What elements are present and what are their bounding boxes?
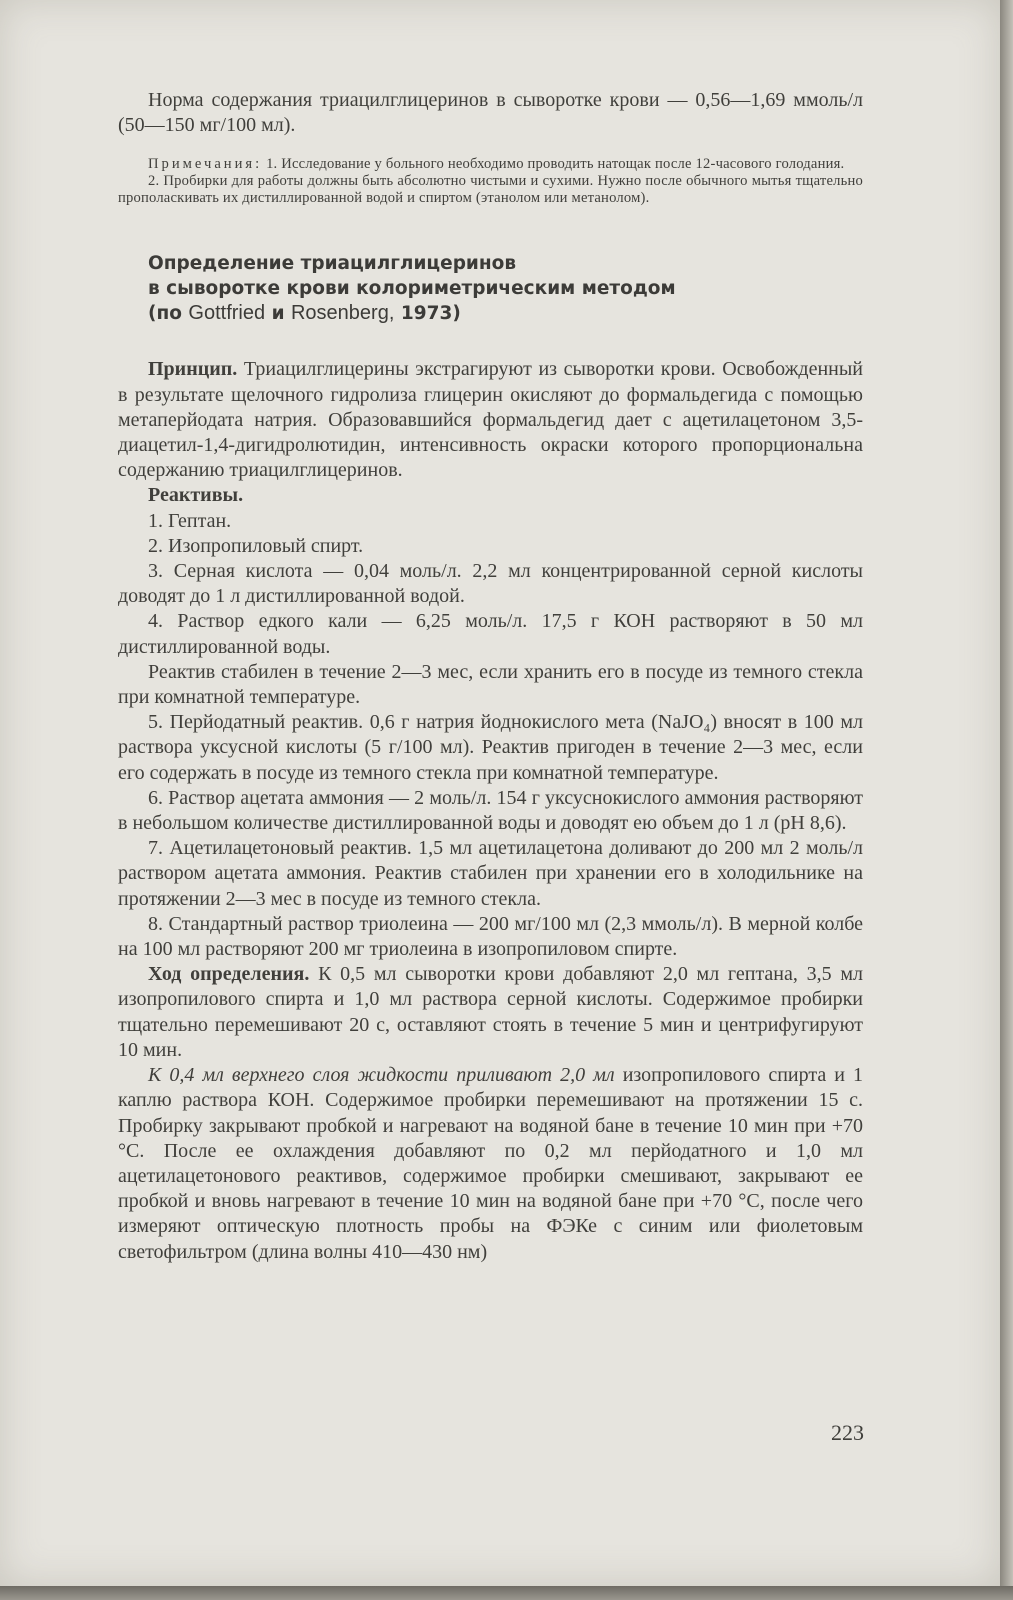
page-number: 223 — [831, 1420, 864, 1445]
norm-paragraph: Норма содержания триацилглицеринов в сыворотке крови — 0,56—1,69 ммоль/л (50—150 мг/100 мл). — [118, 89, 863, 137]
reagent-item: 3. Серная кислота — 0,04 моль/л. 2,2 мл концентрированной серной кислоты доводят до 1 л дистиллированной водой. — [118, 560, 863, 608]
reagents-label: Реактивы. — [148, 484, 244, 507]
note-2: 2. Пробирки для работы должны быть абсолютно чистыми и сухими. Нужно после обычного мытья тщательно прополаскивать их дистиллированной водой и спиртом (этанолом или метанолом). — [118, 173, 863, 207]
section-heading — [148, 251, 863, 326]
note-1-text: 1. Исследование у больного необходимо проводить натощак после 12-часового голодания. — [266, 156, 845, 173]
heading-line-3 — [148, 301, 863, 326]
heading-author-2: Rosenberg, — [290, 302, 395, 325]
heading-line-1: Определение триацилглицеринов — [148, 253, 517, 275]
reagents-list — [118, 509, 863, 963]
reagent-item: 1. Гептан. — [148, 509, 232, 532]
procedure-paragraph-2 — [118, 1063, 863, 1265]
heading-conj: и — [271, 303, 285, 325]
procedure-label: Ход определения. — [148, 963, 310, 986]
reagent-item: 7. Ацетилацетоновый реактив. 1,5 мл ацетилацетона доливают до 200 мл 2 моль/л раствором ацетата аммония. Реактив стабилен при хранении его в холодильнике на протяжении 2—3 мес в посуде из темного стекла. — [118, 837, 863, 910]
book-spine-edge — [1000, 0, 1013, 1600]
procedure-text-1: К 0,5 мл сыворотки крови добавляют 2,0 мл гептана, 3,5 мл изопропилового спирта и 1,0 мл раствора серной кислоты. Содержимое пробирки тщательно перемешивают 20 с, оставляют стоять в течение 5 мин и центрифугируют 10 мин. — [118, 963, 863, 1061]
reagent-item: 4. Раствор едкого кали — 6,25 моль/л. 17,5 г КОН растворяют в 50 мл дистиллированной воды. — [118, 610, 863, 658]
scan-bottom-edge — [0, 1586, 1013, 1600]
heading-author-1: Gottfried — [188, 302, 266, 325]
notes-label: Примечания: — [148, 156, 263, 173]
procedure-paragraph-1 — [118, 962, 863, 1063]
reagent-item: 5. Перйодатный реактив. 0,6 г натрия йоднокислого мета (NaJO₄) вносят в 100 мл раствора уксусной кислоты (5 г/100 мл). Реактив пригоден в течение 2—3 мес, если его содержать в посуде из темного стекла при комнатной температуре. — [118, 711, 863, 784]
heading-year: 1973) — [400, 303, 461, 325]
principle-paragraph — [118, 357, 863, 483]
principle-text: Триацилглицерины экстрагируют из сыворотки крови. Освобожденный в результате щелочного гидролиза глицерин окисляют до формальдегида с помощью метаперйодата натрия. Образовавшийся формальдегид дает с ацетилацетоном 3,5-диацетил-1,4-дигидролютидин, интенсивность окраски которого пропорциональна содержанию триацилглицеринов. — [118, 358, 864, 482]
principle-label: Принцип. — [148, 358, 238, 381]
procedure-text-2: изопропилового спирта и 1 каплю раствора КОН. Содержимое пробирки перемешивают на протяжении 15 с. Пробирку закрывают пробкой и нагревают на водяной бане в течение 10 мин при +70 °С. После ее охлаждения добавляют по 0,2 мл перйодатного и 1,0 мл ацетилацетонового реактивов, содержимое пробирки смешивают, закрывают ее пробкой и вновь нагревают в течение 10 мин на водяной бане при +70 °С, после чего измеряют оптическую плотность пробы на ФЭКе с синим или фиолетовым светофильтром (длина волны 410—430 нм) — [118, 1064, 864, 1263]
reagent-item: 8. Стандартный раствор триолеина — 200 мг/100 мл (2,3 ммоль/л). В мерной колбе на 100 мл растворяют 200 мг триолеина в изопропиловом спирте. — [118, 912, 863, 961]
heading-line-2: в сыворотке крови колориметрическим методом — [148, 278, 676, 300]
reagent-item: 6. Раствор ацетата аммония — 2 моль/л. 154 г уксуснокислого аммония растворяют в небольшом количестве дистиллированной воды и доводят ею объем до 1 л (pH 8,6). — [118, 786, 863, 835]
note-1 — [118, 156, 863, 173]
page-content — [118, 88, 863, 1265]
reagent-item: 2. Изопропиловый спирт. — [148, 534, 364, 557]
reagents-label-line — [118, 483, 863, 508]
procedure-italic-text: К 0,4 мл верхнего слоя жидкости приливают 2,0 мл — [148, 1064, 615, 1087]
reagent-item: Реактив стабилен в течение 2—3 мес, если хранить его в посуде из темного стекла при комнатной температуре. — [118, 660, 863, 709]
heading-prefix: (по — [148, 303, 182, 325]
